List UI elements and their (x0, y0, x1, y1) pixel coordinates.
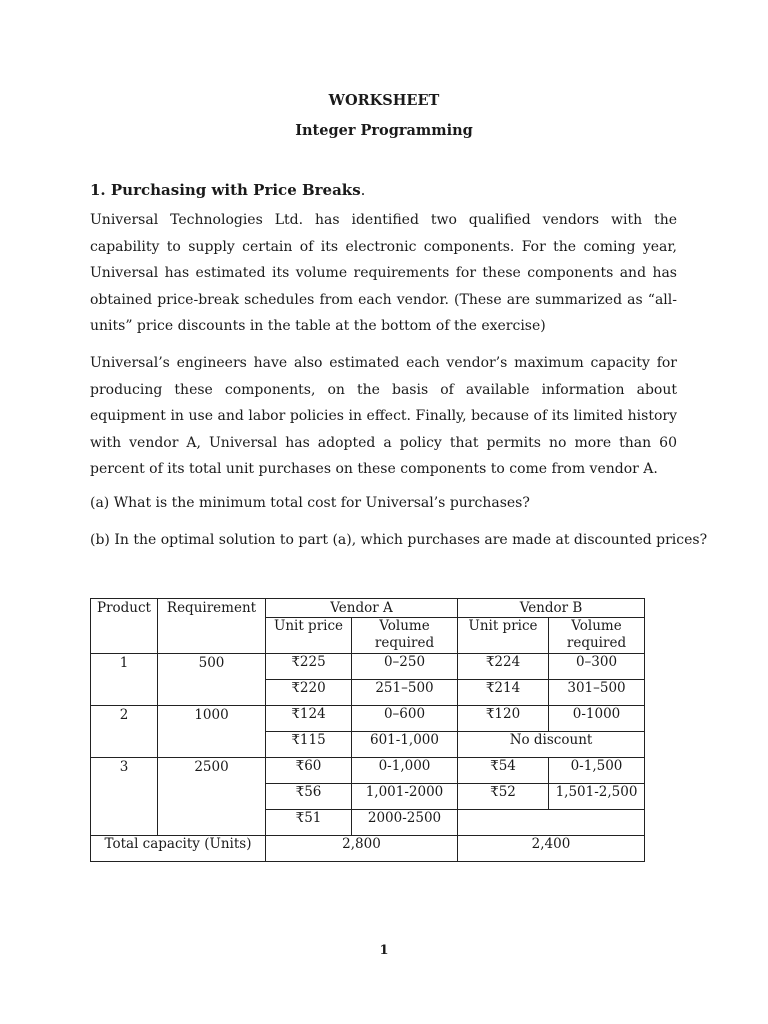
cell-a-price: ₹124 (266, 706, 352, 732)
section-heading (90, 181, 365, 199)
cell-a-price: ₹220 (266, 680, 352, 706)
document-subtitle: Integer Programming (295, 122, 473, 139)
total-capacity-row (91, 836, 645, 862)
cell-b-empty (458, 810, 645, 836)
document-title: WORKSHEET (328, 92, 440, 109)
section-heading-period: . (360, 181, 366, 199)
total-capacity-vendor-b: 2,400 (458, 836, 645, 862)
cell-product: 1 (91, 654, 158, 706)
cell-requirement: 500 (158, 654, 266, 706)
cell-a-price: ₹225 (266, 654, 352, 680)
header-b-unit-price: Unit price (458, 618, 549, 654)
cell-a-price: ₹51 (266, 810, 352, 836)
table-row (91, 706, 645, 732)
header-requirement: Requirement (158, 599, 266, 654)
cell-a-volume: 0–600 (352, 706, 458, 732)
cell-a-price: ₹60 (266, 758, 352, 784)
paragraph-intro: Universal Technologies Ltd. has identified two qualified vendors with the capability to supply certain of its electronic components. For the coming year, Universal has estimated its volume requirements for these components and has obtained price-break schedules from each vendor. (These are summarized as “all-units” price discounts in the table at the bottom of the exercise) (90, 212, 677, 334)
total-capacity-label: Total capacity (Units) (91, 836, 266, 862)
cell-b-volume: 1,501-2,500 (549, 784, 645, 810)
cell-b-volume: 0–300 (549, 654, 645, 680)
cell-b-price: ₹214 (458, 680, 549, 706)
cell-requirement: 1000 (158, 706, 266, 758)
table-header-row (91, 599, 645, 618)
cell-b-no-discount: No discount (458, 732, 645, 758)
table-row (91, 758, 645, 784)
cell-a-volume: 0-1,000 (352, 758, 458, 784)
cell-a-volume: 251–500 (352, 680, 458, 706)
header-a-volume: Volume required (352, 618, 458, 654)
cell-a-price: ₹56 (266, 784, 352, 810)
paragraph-constraints: Universal’s engineers have also estimated each vendor’s maximum capacity for producing these components, on the basis of available information about equipment in use and labor policies in effect. Finally, because of its limited history with vendor A, Universal has adopted a policy that permits no more than 60 percent of its total unit purchases on these components to come from vendor A. (90, 355, 677, 477)
price-break-table (90, 598, 645, 862)
cell-product: 3 (91, 758, 158, 836)
cell-product: 2 (91, 706, 158, 758)
cell-a-volume: 0–250 (352, 654, 458, 680)
cell-b-price: ₹54 (458, 758, 549, 784)
header-product: Product (91, 599, 158, 654)
header-a-unit-price: Unit price (266, 618, 352, 654)
cell-a-volume: 601-1,000 (352, 732, 458, 758)
page-number: 1 (379, 943, 389, 958)
cell-a-price: ₹115 (266, 732, 352, 758)
header-b-volume: Volume required (549, 618, 645, 654)
cell-b-volume: 301–500 (549, 680, 645, 706)
table-row (91, 654, 645, 680)
cell-b-price: ₹224 (458, 654, 549, 680)
section-number: 1. (90, 181, 106, 199)
question-a: (a) What is the minimum total cost for Universal’s purchases? (90, 495, 530, 511)
cell-b-price: ₹120 (458, 706, 549, 732)
cell-b-volume: 0-1000 (549, 706, 645, 732)
cell-b-volume: 0-1,500 (549, 758, 645, 784)
cell-requirement: 2500 (158, 758, 266, 836)
header-vendor-b: Vendor B (458, 599, 645, 618)
total-capacity-vendor-a: 2,800 (266, 836, 458, 862)
section-title: Purchasing with Price Breaks (110, 181, 361, 199)
cell-a-volume: 2000-2500 (352, 810, 458, 836)
header-vendor-a: Vendor A (266, 599, 458, 618)
question-b: (b) In the optimal solution to part (a), which purchases are made at discounted prices? (90, 532, 708, 548)
cell-a-volume: 1,001-2000 (352, 784, 458, 810)
cell-b-price: ₹52 (458, 784, 549, 810)
